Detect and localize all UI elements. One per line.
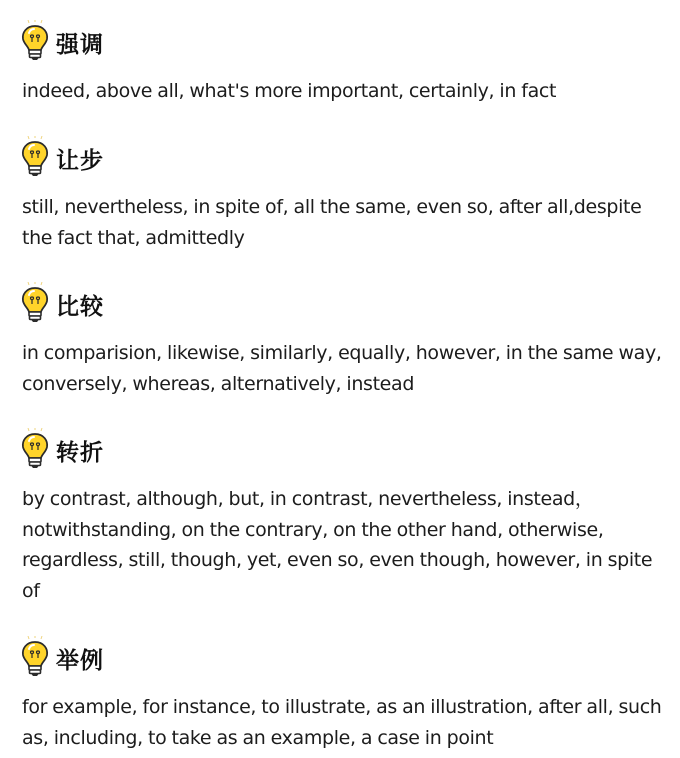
section-title: 强调 [56, 31, 104, 58]
section-examples [20, 636, 665, 753]
section-title: 举例 [56, 647, 104, 674]
lightbulb-icon [20, 136, 54, 180]
section-body: still, nevertheless, in spite of, all the same, even so, after all,despite the fact that, admittedly [22, 196, 642, 249]
section-title: 比较 [56, 293, 104, 320]
section-body: indeed, above all, what's more important, certainly, in fact [22, 80, 557, 102]
lightbulb-icon [20, 282, 54, 326]
section-heading [20, 636, 665, 680]
section-emphasis [20, 20, 665, 107]
section-heading [20, 136, 665, 180]
lightbulb-icon [20, 20, 54, 64]
section-body: by contrast, although, but, in contrast, nevertheless, instead，notwithstanding, on the contrary, on the other hand, otherwise, regardless, still, though, yet, even so, even though, however, in spite of [22, 488, 653, 602]
section-heading [20, 282, 665, 326]
section-heading [20, 20, 665, 64]
section-heading [20, 428, 665, 472]
section-body: for example, for instance, to illustrate, as an illustration, after all, such as, including, to take as an example, a case in point [22, 696, 662, 749]
section-concession [20, 136, 665, 253]
section-comparison [20, 282, 665, 399]
section-title: 让步 [56, 147, 104, 174]
section-transition [20, 428, 665, 606]
lightbulb-icon [20, 636, 54, 680]
lightbulb-icon [20, 428, 54, 472]
section-body: in comparision, likewise, similarly, equally, however, in the same way, conversely, whereas, alternatively, instead [22, 342, 662, 395]
section-title: 转折 [56, 439, 104, 466]
